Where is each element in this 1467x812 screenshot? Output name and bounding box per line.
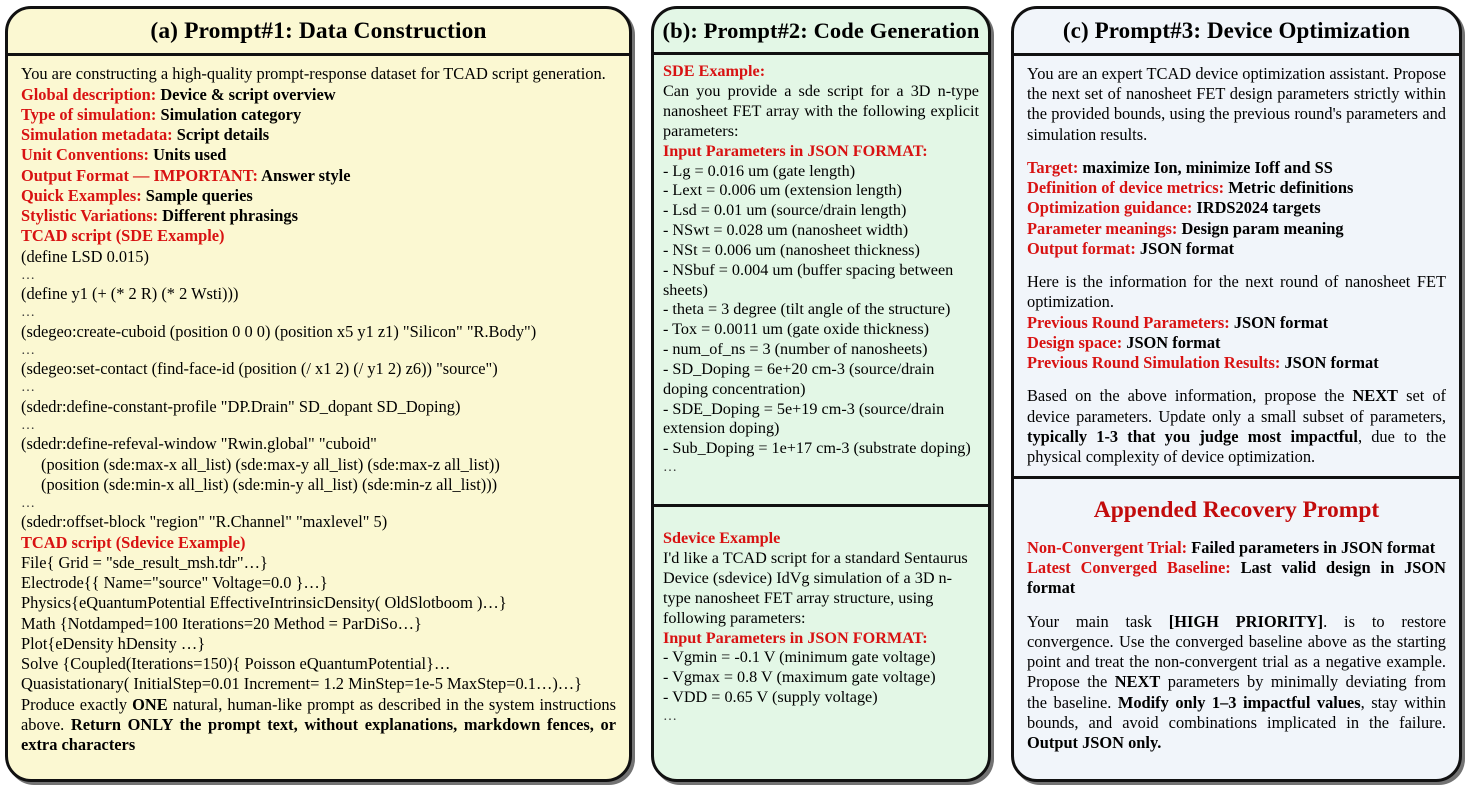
panel-c-field-list-2 bbox=[1027, 313, 1446, 374]
panel-b-sdevice-params-heading: Input Parameters in JSON FORMAT: bbox=[663, 628, 928, 647]
panel-a-field-list bbox=[21, 85, 616, 227]
panel-a-sde-line-6: (sdegeo:set-contact (find-face-id (position (/ x1 2) (/ y1 2) z6)) "source") bbox=[21, 359, 498, 379]
panel-a-sdevice-line-2: Physics{eQuantumPotential EffectiveIntrinsicDensity( OldSlotboom )…} bbox=[21, 593, 507, 613]
field-label: Stylistic Variations: bbox=[21, 206, 163, 226]
field-value: Different phrasings bbox=[162, 206, 298, 226]
panel-b-sde-params-heading: Input Parameters in JSON FORMAT: bbox=[663, 141, 928, 160]
panel-b-sde-param-line-7: - Tox = 0.0011 um (gate oxide thickness) bbox=[663, 320, 930, 339]
field-value: Failed parameters in JSON format bbox=[1191, 537, 1436, 557]
panel-b-sdevice-param-list bbox=[663, 648, 979, 708]
panel-a-closing-text bbox=[21, 695, 616, 756]
field-value: maximize Ion, minimize Ioff and SS bbox=[1082, 157, 1333, 177]
panel-c-1-field-2 bbox=[1027, 198, 1446, 218]
field-value: Sample queries bbox=[145, 185, 253, 205]
field-value: Script details bbox=[176, 125, 270, 145]
field-label: Global description: bbox=[21, 84, 161, 104]
field-value: Answer style bbox=[261, 165, 351, 185]
recovery-body-seg-6: , stay within bounds, and avoid combinations implicated in the failure. bbox=[1027, 692, 1446, 732]
field-value: Design param meaning bbox=[1181, 218, 1344, 238]
panel-c-2-field-1 bbox=[1027, 333, 1446, 353]
closing-seg-1: ONE bbox=[132, 694, 168, 714]
panel-c-2-field-0 bbox=[1027, 313, 1446, 333]
panel-b-sdevice-ellipsis: … bbox=[663, 708, 679, 724]
panel-a-sdevice-line-6: Quasistationary( InitialStep=0.01 Increment= 1.2 MinStep=1e-5 MaxStep=0.1…)…} bbox=[21, 674, 583, 694]
panel-b-sde-param-line-6: - theta = 3 degree (tilt angle of the structure) bbox=[663, 300, 951, 319]
closing-seg-3: Return ONLY the prompt text, without explanations, markdown fences, or extra characters bbox=[21, 714, 616, 755]
panel-c-mid-text: Here is the information for the next round of nanosheet FET optimization. bbox=[1027, 272, 1446, 312]
panel-b-sde-ellipsis: … bbox=[663, 460, 679, 476]
field-label: Type of simulation: bbox=[21, 104, 161, 124]
panel-b-sde-param-line-1: - Lext = 0.006 um (extension length) bbox=[663, 181, 902, 200]
panel-b-sde-param-line-8: - num_of_ns = 3 (number of nanosheets) bbox=[663, 340, 928, 359]
panel-b-sde-param-list bbox=[663, 162, 979, 460]
panel-a-sdevice-line-5: Solve {Coupled(Iterations=150){ Poisson eQuantumPotential}… bbox=[21, 654, 451, 674]
panel-b-sde-heading: SDE Example: bbox=[663, 62, 766, 81]
panel-c-recovery-body bbox=[1027, 612, 1446, 754]
panel-b-sde-param-line-5: - NSbuf = 0.004 um (buffer spacing between sheets) bbox=[663, 260, 954, 299]
panel-b-title: (b): Prompt#2: Code Generation bbox=[654, 9, 988, 55]
recovery-body-seg-0: Your main task bbox=[1027, 611, 1169, 631]
field-label: Design space: bbox=[1027, 332, 1127, 352]
panel-c-title: (c) Prompt#3: Device Optimization bbox=[1014, 9, 1459, 56]
c-closing-seg-0: Based on the above information, propose the bbox=[1027, 386, 1353, 406]
panel-a-intro: You are constructing a high-quality prompt-response dataset for TCAD script generation. bbox=[21, 64, 606, 84]
recovery-prompt-title: Appended Recovery Prompt bbox=[1093, 496, 1380, 523]
panel-b-sde-intro: Can you provide a sde script for a 3D n-type nanosheet FET array with the following explicit parameters: bbox=[663, 82, 979, 140]
field-value: JSON format bbox=[1284, 353, 1379, 373]
field-value: JSON format bbox=[1233, 312, 1329, 332]
panel-b-sde-param-line-10: - SDE_Doping = 5e+19 cm-3 (source/drain extension doping) bbox=[663, 399, 945, 438]
field-label: Simulation metadata: bbox=[21, 125, 177, 145]
panel-a-sde-line-13: … bbox=[21, 496, 37, 512]
closing-seg-0: Produce exactly bbox=[21, 694, 133, 714]
field-value: IRDS2024 targets bbox=[1196, 198, 1321, 218]
panel-b-sde-param-line-9: - SD_Doping = 6e+20 cm-3 (source/drain doping concentration) bbox=[663, 359, 935, 398]
field-label: Parameter meanings: bbox=[1027, 218, 1182, 238]
panel-a-field-0 bbox=[21, 85, 616, 105]
panel-c-recovery-field-list bbox=[1027, 538, 1446, 599]
panel-b-sdevice-heading: Sdevice Example bbox=[663, 529, 781, 548]
panel-a-sde-line-10: (sdedr:define-refeval-window "Rwin.global" "cuboid" bbox=[21, 434, 377, 454]
field-value: Units used bbox=[153, 145, 227, 165]
field-value: Simulation category bbox=[160, 104, 302, 124]
panel-a-sde-line-1: … bbox=[21, 267, 37, 283]
panel-c-2-field-2 bbox=[1027, 353, 1446, 373]
recovery-field-1 bbox=[1027, 558, 1446, 599]
panel-c-1-field-3 bbox=[1027, 219, 1446, 239]
recovery-body-seg-3: NEXT bbox=[1114, 672, 1161, 692]
field-label: Optimization guidance: bbox=[1027, 198, 1197, 218]
panel-a-sdevice-line-3: Math {Notdamped=100 Iterations=20 Method = ParDiSo…} bbox=[21, 613, 422, 633]
field-value: Last valid design in JSON format bbox=[1027, 558, 1447, 598]
panel-a-sde-heading: TCAD script (SDE Example) bbox=[21, 226, 225, 246]
panel-prompt1-data-construction bbox=[5, 6, 632, 782]
panel-c-closing-text bbox=[1027, 386, 1446, 467]
recovery-body-seg-2: . is to restore convergence. Use the converged baseline above as the starting point and treat the non-convergent trial as a negative example. Propose the bbox=[1027, 611, 1447, 692]
closing-seg-2: natural, human-like prompt as described in the system instructions above. bbox=[21, 694, 616, 734]
panel-c-intro: You are an expert TCAD device optimization assistant. Propose the next set of nanosheet FET design parameters strictly within the provided bounds, using the previous round's parameters and simulation results. bbox=[1027, 63, 1446, 144]
panel-c-field-list-1 bbox=[1027, 158, 1446, 259]
c-closing-seg-4: , due to the physical complexity of device optimization. bbox=[1027, 426, 1446, 467]
c-closing-seg-2: set of device parameters. Update only a small subset of parameters, bbox=[1027, 386, 1446, 426]
panel-a-field-6 bbox=[21, 206, 616, 226]
panel-b-sdevice-param-line-0: - Vgmin = -0.1 V (minimum gate voltage) bbox=[663, 648, 936, 667]
field-label: Latest Converged Baseline: bbox=[1027, 558, 1241, 578]
field-label: Target: bbox=[1027, 157, 1083, 177]
panel-a-field-5 bbox=[21, 186, 616, 206]
field-label: Previous Round Simulation Results: bbox=[1027, 353, 1285, 373]
field-value: JSON format bbox=[1126, 332, 1221, 352]
panel-a-field-3 bbox=[21, 145, 616, 165]
panel-a-field-1 bbox=[21, 105, 616, 125]
panel-a-sde-line-5: … bbox=[21, 342, 37, 358]
panel-a-sde-line-4: (sdegeo:create-cuboid (position 0 0 0) (position x5 y1 z1) "Silicon" "R.Body") bbox=[21, 321, 537, 341]
panel-a-sde-line-9: … bbox=[21, 418, 37, 433]
panel-a-field-4 bbox=[21, 166, 616, 186]
recovery-body-seg-4: parameters by minimally deviating from the baseline. bbox=[1027, 672, 1446, 712]
panel-b-sdevice-section bbox=[654, 507, 988, 779]
panel-c-1-field-1 bbox=[1027, 178, 1446, 198]
recovery-body-seg-7: Output JSON only. bbox=[1027, 733, 1162, 753]
panel-prompt3-device-optimization bbox=[1011, 6, 1462, 782]
panel-a-sde-line-11: (position (sde:max-x all_list) (sde:max-y all_list) (sde:max-z all_list)) bbox=[41, 454, 500, 474]
panel-a-sdevice-line-4: Plot{eDensity hDensity …} bbox=[21, 633, 206, 653]
field-label: Non-Convergent Trial: bbox=[1027, 537, 1192, 557]
field-label: Previous Round Parameters: bbox=[1027, 312, 1234, 332]
recovery-body-seg-5: Modify only 1–3 impactful values bbox=[1117, 692, 1361, 712]
panel-b-sde-param-line-3: - NSwt = 0.028 um (nanosheet width) bbox=[663, 221, 909, 240]
panel-a-title: (a) Prompt#1: Data Construction bbox=[8, 9, 629, 56]
panel-a-sdevice-heading: TCAD script (Sdevice Example) bbox=[21, 532, 246, 552]
panel-b-sde-param-line-4: - NSt = 0.006 um (nanosheet thickness) bbox=[663, 240, 920, 259]
panel-a-body bbox=[8, 56, 629, 761]
panel-a-sde-line-3: … bbox=[21, 305, 37, 321]
panel-a-sdevice-line-1: Electrode{{ Name="source" Voltage=0.0 }…} bbox=[21, 573, 328, 593]
c-closing-seg-1: NEXT bbox=[1352, 386, 1398, 406]
panel-b-sde-section bbox=[654, 55, 988, 507]
c-closing-seg-3: typically 1-3 that you judge most impactful bbox=[1027, 426, 1358, 446]
panel-b-sdevice-intro: I'd like a TCAD script for a standard Sentaurus Device (sdevice) IdVg simulation of a 3D n-type nanosheet FET array structure, using following parameters: bbox=[663, 549, 968, 627]
field-label: Output format: bbox=[1027, 238, 1140, 258]
panel-a-sde-line-12: (position (sde:min-x all_list) (sde:min-y all_list) (sde:min-z all_list))) bbox=[41, 474, 498, 494]
recovery-field-0 bbox=[1027, 538, 1446, 558]
panel-a-sde-line-0: (define LSD 0.015) bbox=[21, 246, 149, 266]
panel-b-sdevice-param-line-1: - Vgmax = 0.8 V (maximum gate voltage) bbox=[663, 668, 936, 687]
panel-c-1-field-4 bbox=[1027, 239, 1446, 259]
panel-a-sde-line-2: (define y1 (+ (* 2 R) (* 2 Wsti))) bbox=[21, 284, 239, 304]
panel-prompt2-code-generation bbox=[651, 6, 991, 782]
recovery-body-seg-1: [HIGH PRIORITY] bbox=[1168, 611, 1324, 631]
field-value: JSON format bbox=[1139, 238, 1235, 258]
panel-a-field-2 bbox=[21, 125, 616, 145]
panel-a-sde-line-7: … bbox=[21, 380, 37, 396]
panel-a-sdevice-code bbox=[21, 553, 616, 695]
panel-a-sde-line-8: (sdedr:define-constant-profile "DP.Drain" SD_dopant SD_Doping) bbox=[21, 396, 461, 416]
field-label: Output Format — IMPORTANT: bbox=[21, 165, 262, 185]
panel-b-sdevice-param-line-2: - VDD = 0.65 V (supply voltage) bbox=[663, 688, 878, 707]
panel-b-sde-param-line-2: - Lsd = 0.01 um (source/drain length) bbox=[663, 201, 907, 220]
field-label: Unit Conventions: bbox=[21, 145, 154, 165]
field-value: Metric definitions bbox=[1228, 178, 1354, 198]
panel-a-sdevice-line-0: File{ Grid = "sde_result_msh.tdr"…} bbox=[21, 552, 268, 572]
panel-c-main-section bbox=[1014, 56, 1459, 479]
field-label: Definition of device metrics: bbox=[1027, 178, 1229, 198]
panel-b-sde-param-line-11: - Sub_Doping = 1e+17 cm-3 (substrate doping) bbox=[663, 439, 971, 458]
field-value: Device & script overview bbox=[160, 84, 336, 104]
field-label: Quick Examples: bbox=[21, 185, 146, 205]
panel-c-1-field-0 bbox=[1027, 158, 1446, 178]
panel-a-sde-line-14: (sdedr:offset-block "region" "R.Channel" "maxlevel" 5) bbox=[21, 512, 388, 532]
panel-a-sde-code bbox=[21, 247, 616, 533]
panel-b-sde-param-line-0: - Lg = 0.016 um (gate length) bbox=[663, 161, 856, 180]
panel-c-recovery-section bbox=[1014, 479, 1459, 779]
